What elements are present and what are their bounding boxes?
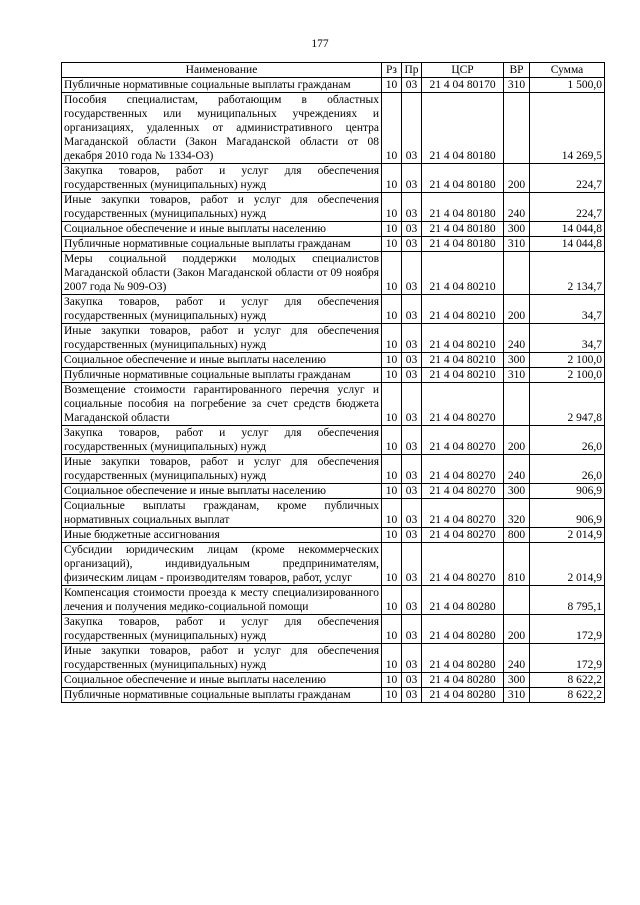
- cell-csr: 21 4 04 80280: [422, 586, 504, 615]
- table-row: [62, 164, 605, 193]
- cell-sum: 26,0: [530, 426, 605, 455]
- cell-sum: 2 100,0: [530, 368, 605, 383]
- table-row: [62, 383, 605, 426]
- cell-sum: 224,7: [530, 164, 605, 193]
- cell-name: Публичные нормативные социальные выплаты гражданам: [62, 237, 382, 252]
- cell-csr: 21 4 04 80270: [422, 528, 504, 543]
- cell-pr: 03: [402, 543, 422, 586]
- cell-pr: 03: [402, 455, 422, 484]
- cell-sum: 8 622,2: [530, 673, 605, 688]
- cell-pr: 03: [402, 78, 422, 93]
- table-row: [62, 368, 605, 383]
- cell-name: Иные закупки товаров, работ и услуг для обеспечения государственных (муниципальных) нужд: [62, 644, 382, 673]
- cell-vr: 200: [504, 615, 530, 644]
- cell-sum: 14 044,8: [530, 237, 605, 252]
- cell-csr: 21 4 04 80210: [422, 353, 504, 368]
- cell-vr: 300: [504, 353, 530, 368]
- cell-rz: 10: [382, 368, 402, 383]
- cell-csr: 21 4 04 80170: [422, 78, 504, 93]
- cell-rz: 10: [382, 78, 402, 93]
- cell-name: Возмещение стоимости гарантированного перечня услуг и социальные пособия на погребение за счет средств бюджета Магаданской области: [62, 383, 382, 426]
- header-csr: ЦСР: [422, 63, 504, 78]
- cell-name: Социальное обеспечение и иные выплаты населению: [62, 484, 382, 499]
- header-rz: Рз: [382, 63, 402, 78]
- cell-csr: 21 4 04 80280: [422, 615, 504, 644]
- cell-pr: 03: [402, 353, 422, 368]
- cell-name: Иные закупки товаров, работ и услуг для обеспечения государственных (муниципальных) нужд: [62, 455, 382, 484]
- cell-rz: 10: [382, 426, 402, 455]
- cell-csr: 21 4 04 80180: [422, 222, 504, 237]
- cell-sum: 2 947,8: [530, 383, 605, 426]
- cell-rz: 10: [382, 673, 402, 688]
- header-pr: Пр: [402, 63, 422, 78]
- cell-name: Закупка товаров, работ и услуг для обеспечения государственных (муниципальных) нужд: [62, 426, 382, 455]
- cell-rz: 10: [382, 615, 402, 644]
- table-row: [62, 93, 605, 164]
- cell-sum: 14 269,5: [530, 93, 605, 164]
- cell-vr: 310: [504, 237, 530, 252]
- cell-pr: 03: [402, 324, 422, 353]
- cell-name: Закупка товаров, работ и услуг для обеспечения государственных (муниципальных) нужд: [62, 295, 382, 324]
- cell-rz: 10: [382, 586, 402, 615]
- cell-csr: 21 4 04 80210: [422, 295, 504, 324]
- table-row: [62, 543, 605, 586]
- cell-sum: 906,9: [530, 484, 605, 499]
- cell-vr: 200: [504, 164, 530, 193]
- cell-rz: 10: [382, 455, 402, 484]
- cell-pr: 03: [402, 93, 422, 164]
- cell-name: Меры социальной поддержки молодых специалистов Магаданской области (Закон Магаданской области от 09 ноября 2007 года № 909-ОЗ): [62, 252, 382, 295]
- cell-vr: 810: [504, 543, 530, 586]
- cell-name: Закупка товаров, работ и услуг для обеспечения государственных (муниципальных) нужд: [62, 615, 382, 644]
- cell-rz: 10: [382, 644, 402, 673]
- cell-csr: 21 4 04 80180: [422, 193, 504, 222]
- cell-pr: 03: [402, 164, 422, 193]
- header-vr: ВР: [504, 63, 530, 78]
- cell-rz: 10: [382, 324, 402, 353]
- cell-vr: 310: [504, 78, 530, 93]
- cell-pr: 03: [402, 499, 422, 528]
- cell-sum: 8 795,1: [530, 586, 605, 615]
- cell-csr: 21 4 04 80270: [422, 383, 504, 426]
- cell-csr: 21 4 04 80270: [422, 455, 504, 484]
- cell-vr: [504, 383, 530, 426]
- cell-sum: 2 134,7: [530, 252, 605, 295]
- cell-name: Публичные нормативные социальные выплаты гражданам: [62, 688, 382, 703]
- cell-rz: 10: [382, 252, 402, 295]
- cell-sum: 34,7: [530, 324, 605, 353]
- table-row: [62, 324, 605, 353]
- cell-rz: 10: [382, 499, 402, 528]
- cell-rz: 10: [382, 688, 402, 703]
- cell-pr: 03: [402, 252, 422, 295]
- cell-rz: 10: [382, 383, 402, 426]
- cell-sum: 26,0: [530, 455, 605, 484]
- cell-name: Пособия специалистам, работающим в областных государственных или муниципальных учреждениях и организациях, удаленных от административного центра Магаданской области (Закон Магаданской области от 08 декабря 2010 года № 1334-ОЗ): [62, 93, 382, 164]
- cell-name: Социальное обеспечение и иные выплаты населению: [62, 222, 382, 237]
- cell-name: Иные закупки товаров, работ и услуг для обеспечения государственных (муниципальных) нужд: [62, 324, 382, 353]
- cell-vr: [504, 93, 530, 164]
- table-row: [62, 78, 605, 93]
- cell-name: Иные бюджетные ассигнования: [62, 528, 382, 543]
- cell-vr: 200: [504, 295, 530, 324]
- cell-pr: 03: [402, 295, 422, 324]
- cell-sum: 2 014,9: [530, 543, 605, 586]
- cell-pr: 03: [402, 673, 422, 688]
- cell-pr: 03: [402, 688, 422, 703]
- cell-rz: 10: [382, 528, 402, 543]
- table-row: [62, 252, 605, 295]
- table-row: [62, 644, 605, 673]
- table-row: [62, 528, 605, 543]
- cell-pr: 03: [402, 426, 422, 455]
- cell-pr: 03: [402, 368, 422, 383]
- table-row: [62, 222, 605, 237]
- cell-pr: 03: [402, 222, 422, 237]
- cell-csr: 21 4 04 80280: [422, 688, 504, 703]
- table-header-row: [62, 63, 605, 78]
- cell-sum: 2 014,9: [530, 528, 605, 543]
- cell-vr: 320: [504, 499, 530, 528]
- cell-rz: 10: [382, 543, 402, 586]
- cell-rz: 10: [382, 222, 402, 237]
- table-row: [62, 455, 605, 484]
- cell-pr: 03: [402, 586, 422, 615]
- cell-pr: 03: [402, 193, 422, 222]
- table-row: [62, 586, 605, 615]
- cell-pr: 03: [402, 383, 422, 426]
- cell-sum: 2 100,0: [530, 353, 605, 368]
- header-name: Наименование: [62, 63, 382, 78]
- cell-vr: 300: [504, 222, 530, 237]
- cell-pr: 03: [402, 484, 422, 499]
- cell-vr: 240: [504, 644, 530, 673]
- cell-vr: 300: [504, 673, 530, 688]
- cell-sum: 1 500,0: [530, 78, 605, 93]
- cell-csr: 21 4 04 80180: [422, 237, 504, 252]
- cell-rz: 10: [382, 93, 402, 164]
- table-row: [62, 193, 605, 222]
- cell-sum: 8 622,2: [530, 688, 605, 703]
- cell-csr: 21 4 04 80180: [422, 164, 504, 193]
- header-sum: Сумма: [530, 63, 605, 78]
- cell-csr: 21 4 04 80280: [422, 644, 504, 673]
- table-row: [62, 353, 605, 368]
- table-row: [62, 673, 605, 688]
- cell-name: Социальное обеспечение и иные выплаты населению: [62, 673, 382, 688]
- cell-sum: 906,9: [530, 499, 605, 528]
- table-row: [62, 237, 605, 252]
- cell-csr: 21 4 04 80270: [422, 543, 504, 586]
- cell-rz: 10: [382, 353, 402, 368]
- cell-vr: 300: [504, 484, 530, 499]
- cell-pr: 03: [402, 615, 422, 644]
- cell-sum: 34,7: [530, 295, 605, 324]
- cell-sum: 172,9: [530, 615, 605, 644]
- cell-csr: 21 4 04 80270: [422, 426, 504, 455]
- cell-name: Социальные выплаты гражданам, кроме публичных нормативных социальных выплат: [62, 499, 382, 528]
- cell-name: Публичные нормативные социальные выплаты гражданам: [62, 368, 382, 383]
- cell-csr: 21 4 04 80270: [422, 499, 504, 528]
- cell-name: Субсидии юридическим лицам (кроме некоммерческих организаций), индивидуальным предпринимателям, физическим лицам - производителям товаров, работ, услуг: [62, 543, 382, 586]
- cell-vr: [504, 586, 530, 615]
- cell-pr: 03: [402, 644, 422, 673]
- cell-vr: 240: [504, 324, 530, 353]
- cell-sum: 172,9: [530, 644, 605, 673]
- cell-vr: 310: [504, 688, 530, 703]
- cell-name: Компенсация стоимости проезда к месту специализированного лечения и получения медико-социальной помощи: [62, 586, 382, 615]
- cell-vr: 200: [504, 426, 530, 455]
- cell-csr: 21 4 04 80180: [422, 93, 504, 164]
- table-row: [62, 484, 605, 499]
- cell-csr: 21 4 04 80210: [422, 324, 504, 353]
- cell-name: Закупка товаров, работ и услуг для обеспечения государственных (муниципальных) нужд: [62, 164, 382, 193]
- cell-rz: 10: [382, 484, 402, 499]
- budget-table: [61, 62, 605, 703]
- page-number: 177: [311, 38, 329, 50]
- cell-csr: 21 4 04 80280: [422, 673, 504, 688]
- cell-rz: 10: [382, 193, 402, 222]
- table-row: [62, 615, 605, 644]
- cell-csr: 21 4 04 80210: [422, 252, 504, 295]
- table-row: [62, 688, 605, 703]
- cell-rz: 10: [382, 295, 402, 324]
- table-row: [62, 499, 605, 528]
- cell-vr: 240: [504, 193, 530, 222]
- cell-rz: 10: [382, 164, 402, 193]
- cell-sum: 224,7: [530, 193, 605, 222]
- cell-pr: 03: [402, 237, 422, 252]
- table-row: [62, 295, 605, 324]
- cell-csr: 21 4 04 80210: [422, 368, 504, 383]
- cell-name: Иные закупки товаров, работ и услуг для обеспечения государственных (муниципальных) нужд: [62, 193, 382, 222]
- cell-name: Социальное обеспечение и иные выплаты населению: [62, 353, 382, 368]
- cell-csr: 21 4 04 80270: [422, 484, 504, 499]
- cell-vr: 240: [504, 455, 530, 484]
- cell-vr: [504, 252, 530, 295]
- table-row: [62, 426, 605, 455]
- cell-vr: 310: [504, 368, 530, 383]
- cell-vr: 800: [504, 528, 530, 543]
- cell-name: Публичные нормативные социальные выплаты гражданам: [62, 78, 382, 93]
- cell-sum: 14 044,8: [530, 222, 605, 237]
- cell-pr: 03: [402, 528, 422, 543]
- cell-rz: 10: [382, 237, 402, 252]
